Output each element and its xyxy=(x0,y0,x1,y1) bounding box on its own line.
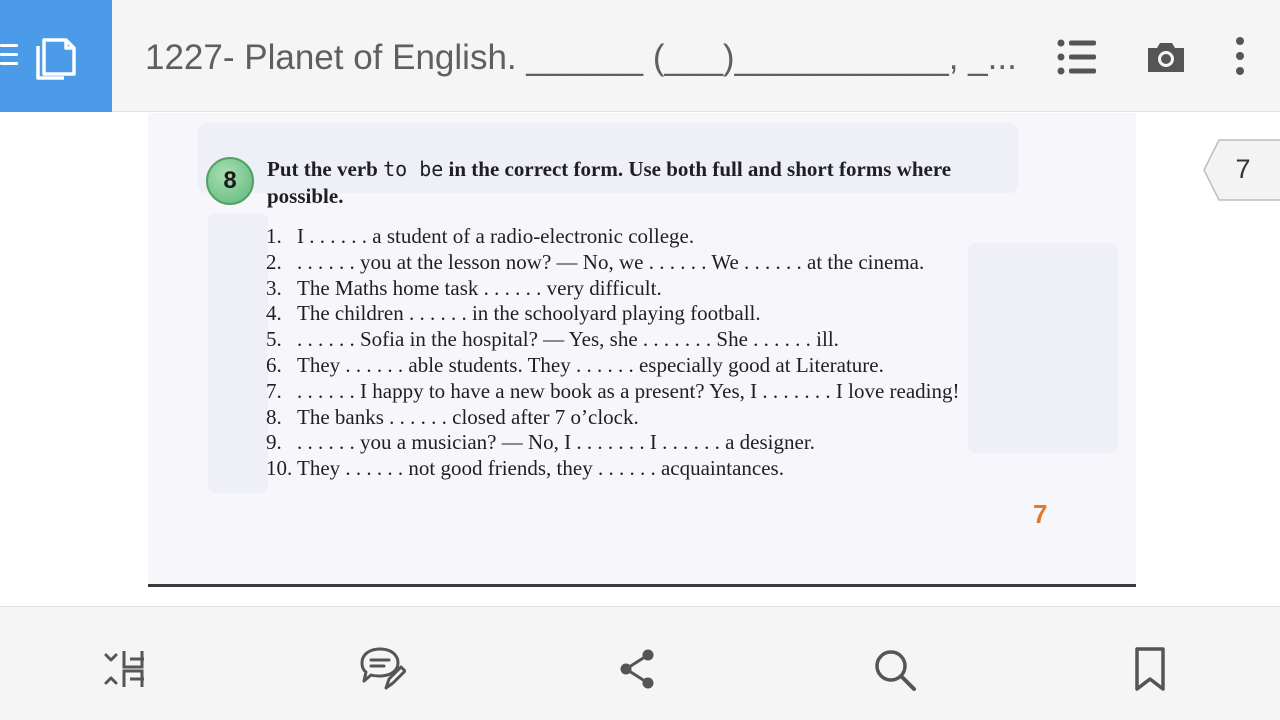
exercise-item: 3. The Maths home task . . . . . . very difficult. xyxy=(266,275,662,300)
bookmark-icon[interactable] xyxy=(1126,645,1174,693)
comment-edit-icon[interactable] xyxy=(358,645,406,693)
exercise-instruction: Put the verb to be in the correct form. Use both full and short forms where possible. xyxy=(267,157,952,208)
menu-icon[interactable] xyxy=(0,44,18,68)
exercise-item: 7. . . . . . . I happy to have a new book as a present? Yes, I . . . . . . . I love reading! xyxy=(266,378,960,403)
exercise-item: 6. They . . . . . . able students. They . . . . . . especially good at Literature. xyxy=(266,352,884,377)
camera-icon[interactable] xyxy=(1145,36,1187,78)
document-title: 1227- Planet of English. ______ (___)___________, _... xyxy=(145,38,1017,77)
more-vert-icon[interactable] xyxy=(1220,36,1262,78)
top-app-bar xyxy=(0,0,1280,112)
reading-mode-icon[interactable] xyxy=(102,645,150,693)
search-icon[interactable] xyxy=(870,645,918,693)
page-indicator-number: 7 xyxy=(1235,154,1251,184)
exercise-item: 8. The banks . . . . . . closed after 7 o’clock. xyxy=(266,404,639,429)
exercise-item: 10. They . . . . . . not good friends, they . . . . . . acquaintances. xyxy=(266,456,784,481)
exercise-item: 1. I . . . . . . a student of a radio-electronic college. xyxy=(266,224,695,248)
printed-page-number: 7 xyxy=(1033,499,1048,529)
document-viewer[interactable] xyxy=(0,113,1280,605)
page-edge xyxy=(148,584,1136,587)
exercise-items xyxy=(266,224,1066,482)
navigation-button[interactable] xyxy=(0,0,112,112)
exercise-item: 5. . . . . . . Sofia in the hospital? — Yes, she . . . . . . . She . . . . . . ill. xyxy=(266,327,839,352)
exercise-number-badge: 8 xyxy=(206,157,254,205)
exercise-item: 4. The children . . . . . . in the schoolyard playing football. xyxy=(266,301,761,326)
share-icon[interactable] xyxy=(614,645,662,693)
exercise-item: 2. . . . . . . you at the lesson now? — No, we . . . . . . We . . . . . . at the cinema. xyxy=(266,249,925,274)
documents-icon[interactable] xyxy=(36,32,80,80)
exercise-item: 9. . . . . . . you a musician? — No, I . . . . . . . I . . . . . . a designer. xyxy=(266,430,815,455)
contents-list-icon[interactable] xyxy=(1056,36,1098,78)
bottom-toolbar xyxy=(0,606,1280,720)
